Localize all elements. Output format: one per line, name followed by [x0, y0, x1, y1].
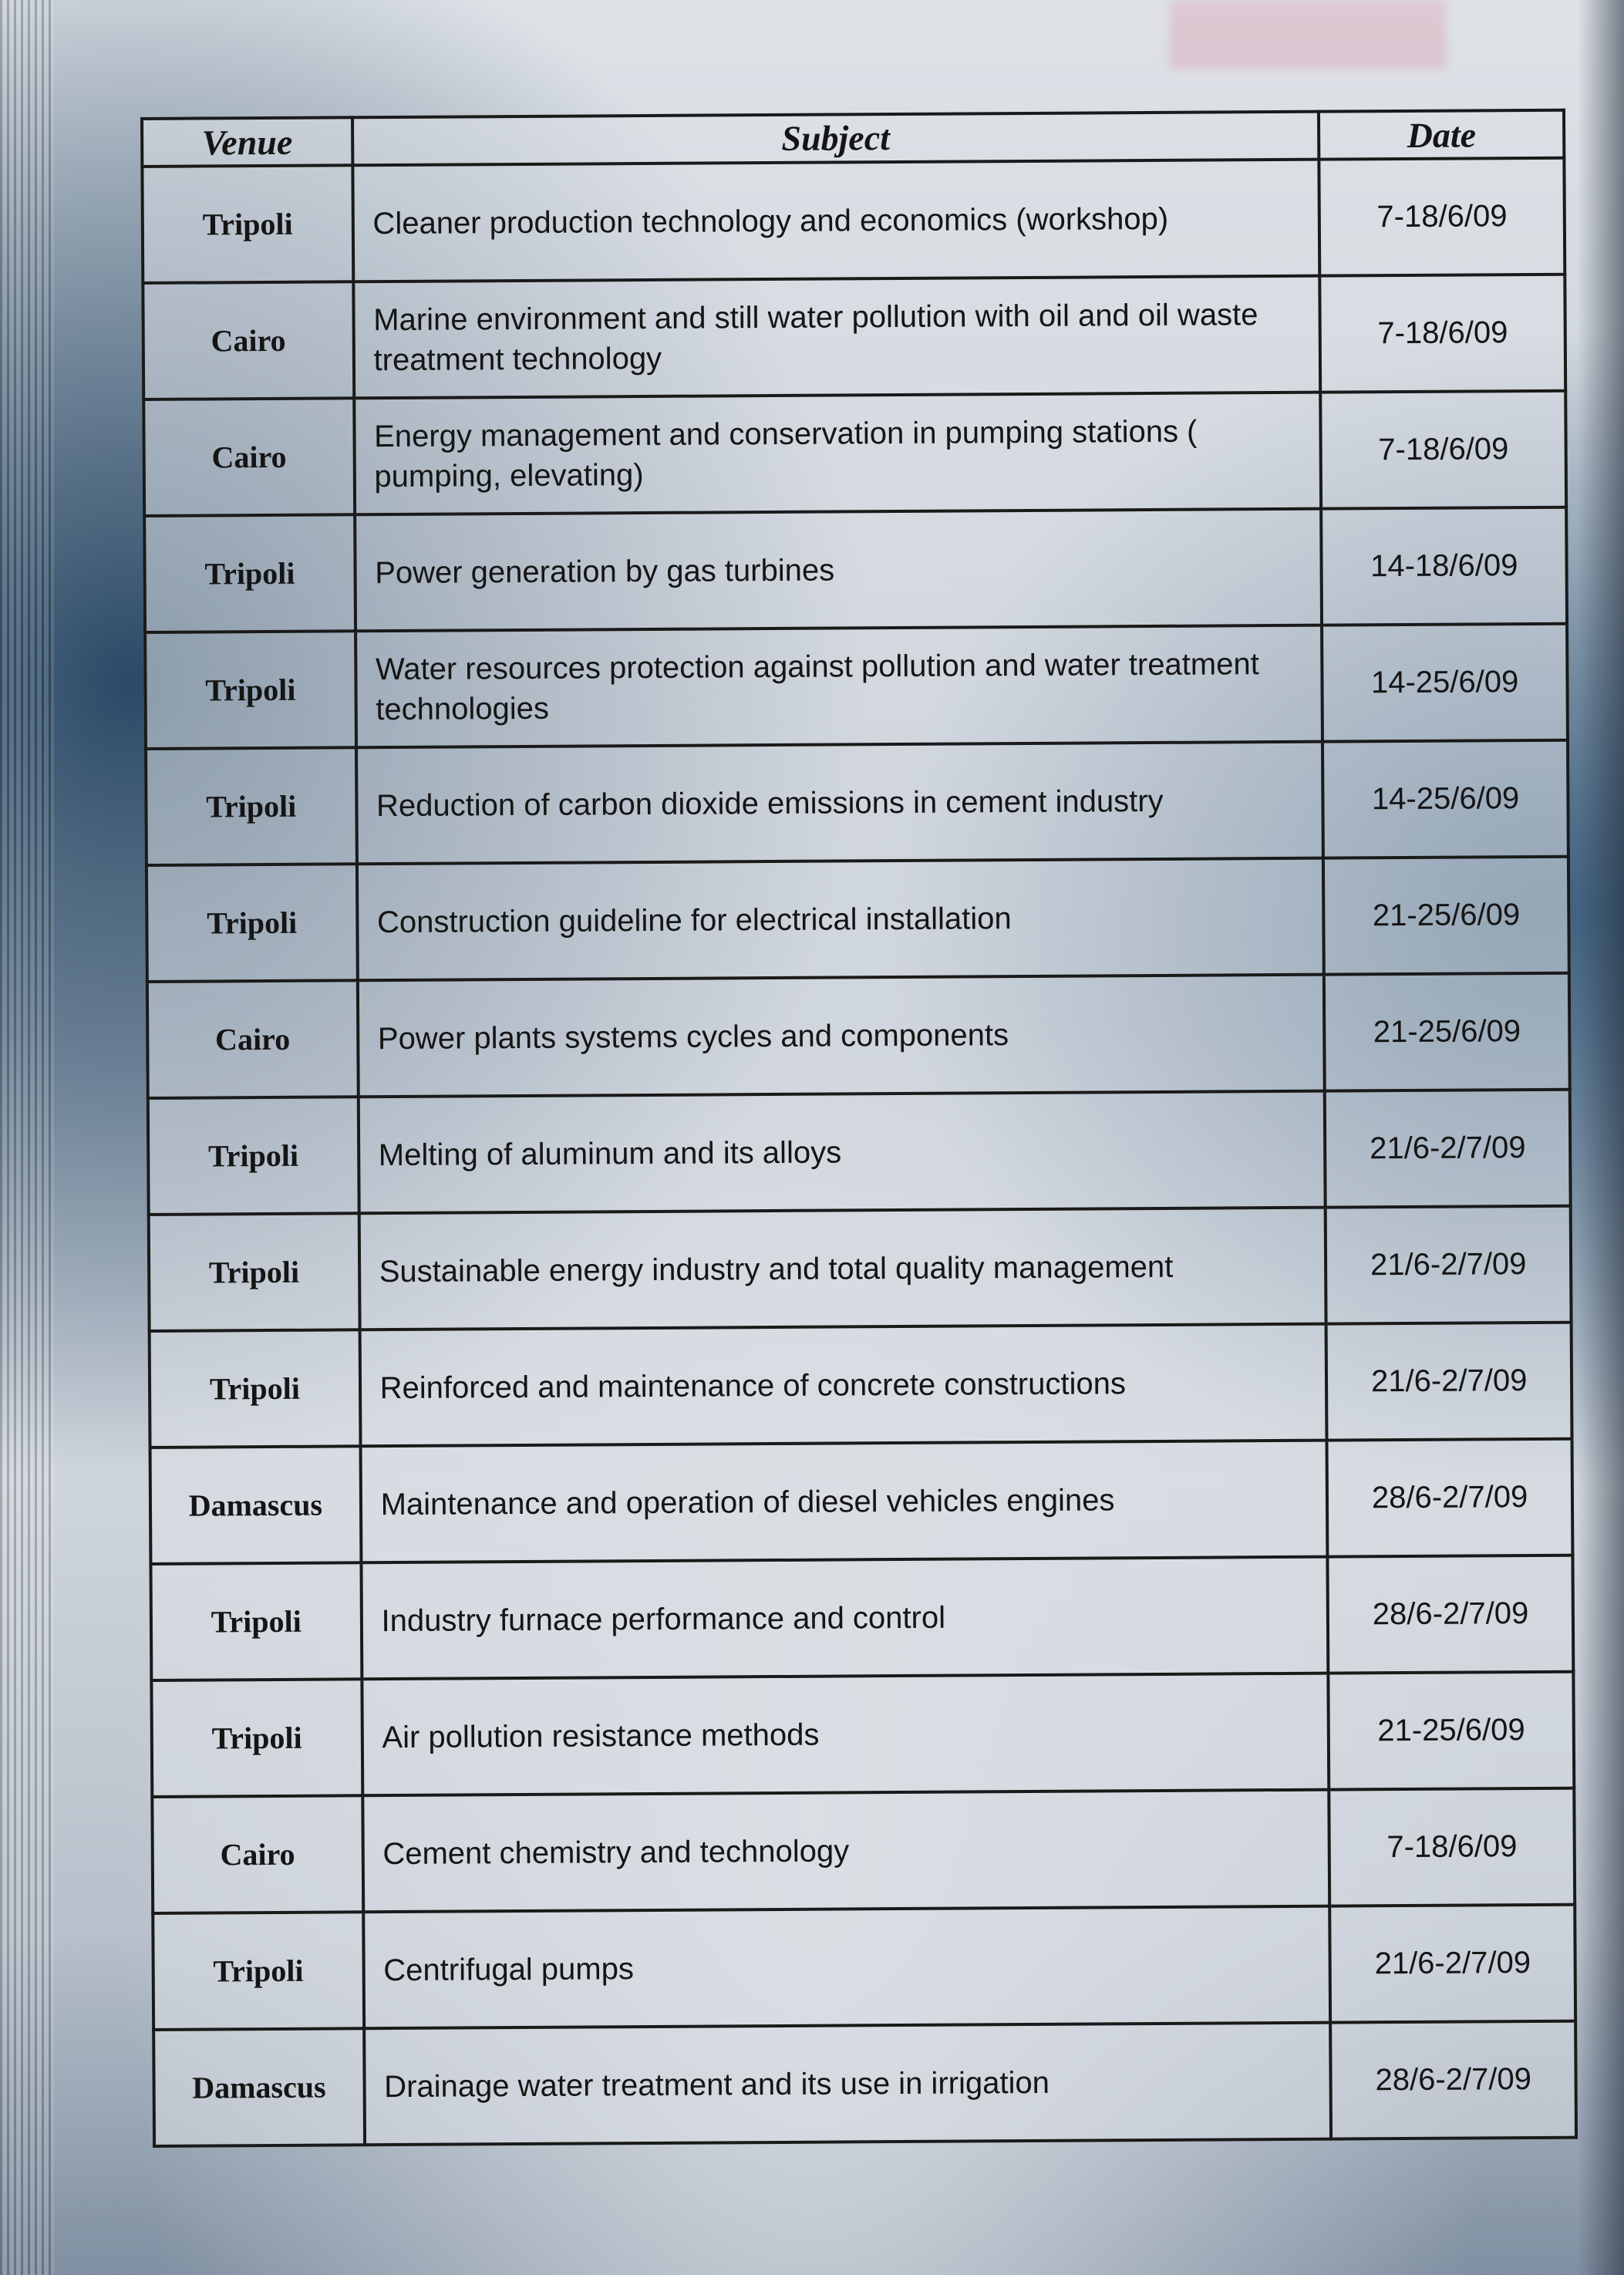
date-cell: 28/6-2/7/09 [1327, 1439, 1573, 1557]
subject-cell: Industry furnace performance and control [361, 1557, 1329, 1680]
date-cell: 14-25/6/09 [1322, 624, 1568, 742]
table-row [143, 391, 1566, 516]
subject-cell: Centrifugal pumps [363, 1906, 1331, 2029]
venue-cell: Cairo [143, 398, 355, 516]
table-body [142, 158, 1576, 2146]
venue-cell: Tripoli [148, 1097, 359, 1215]
venue-cell: Damascus [153, 2028, 365, 2146]
table-header [142, 110, 1564, 167]
table-row [150, 1323, 1572, 1448]
date-cell: 21-25/6/09 [1329, 1672, 1575, 1790]
table-row [149, 1206, 1572, 1331]
date-cell: 14-25/6/09 [1322, 740, 1568, 858]
subject-cell: Construction guideline for electrical installation [357, 858, 1325, 981]
subject-cell: Melting of aluminum and its alloys [358, 1091, 1326, 1214]
table-row [147, 857, 1569, 982]
venue-cell: Tripoli [144, 514, 355, 632]
date-cell: 7-18/6/09 [1320, 275, 1566, 393]
table-row [144, 507, 1567, 632]
subject-column-header: Subject [352, 112, 1319, 166]
table-row [143, 275, 1565, 399]
venue-cell: Tripoli [146, 747, 357, 865]
course-schedule-table [140, 109, 1578, 2148]
venue-cell: Tripoli [150, 1330, 361, 1448]
table-row [146, 740, 1568, 865]
subject-cell: Water resources protection against pollution and water treatment technologies [355, 625, 1323, 748]
table-row [152, 1788, 1575, 1913]
subject-cell: Cleaner production technology and economics (workshop) [352, 160, 1320, 282]
date-cell: 21-25/6/09 [1323, 857, 1569, 975]
table-row [150, 1555, 1573, 1680]
table-row [142, 158, 1565, 283]
header-row [142, 110, 1564, 167]
subject-cell: Drainage water treatment and its use in irrigation [364, 2023, 1332, 2145]
date-cell: 7-18/6/09 [1329, 1788, 1575, 1906]
table-row [147, 973, 1570, 1098]
date-cell: 14-18/6/09 [1321, 507, 1567, 625]
venue-cell: Damascus [150, 1446, 362, 1564]
subject-cell: Maintenance and operation of diesel vehicles engines [360, 1441, 1328, 1563]
venue-cell: Tripoli [142, 165, 353, 283]
venue-cell: Tripoli [151, 1679, 362, 1797]
page-edge-decoration [0, 0, 54, 2275]
venue-cell: Cairo [147, 980, 359, 1098]
venue-cell: Tripoli [145, 631, 356, 749]
date-cell: 21/6-2/7/09 [1326, 1323, 1572, 1441]
subject-cell: Reduction of carbon dioxide emissions in cement industry [356, 742, 1324, 865]
venue-column-header: Venue [142, 117, 352, 167]
subject-cell: Power plants systems cycles and components [357, 975, 1325, 1097]
date-column-header: Date [1319, 110, 1564, 160]
venue-cell: Tripoli [147, 864, 358, 982]
date-cell: 28/6-2/7/09 [1328, 1555, 1574, 1673]
subject-cell: Marine environment and still water pollution with oil and oil waste treatment technology [353, 276, 1321, 399]
subject-cell: Sustainable energy industry and total quality management [359, 1208, 1326, 1330]
date-cell: 21/6-2/7/09 [1330, 1905, 1576, 2023]
date-cell: 21/6-2/7/09 [1326, 1206, 1572, 1324]
venue-cell: Cairo [152, 1795, 363, 1913]
table-row [151, 1672, 1574, 1797]
date-cell: 7-18/6/09 [1319, 158, 1565, 276]
venue-cell: Tripoli [153, 1912, 364, 2030]
date-cell: 21-25/6/09 [1324, 973, 1570, 1091]
table-row [145, 624, 1568, 749]
subject-cell: Cement chemistry and technology [362, 1790, 1330, 1913]
corner-stamp-mark [1169, 0, 1447, 69]
venue-cell: Tripoli [149, 1213, 360, 1331]
subject-cell: Reinforced and maintenance of concrete constructions [359, 1324, 1327, 1447]
venue-cell: Cairo [143, 281, 354, 399]
table-row [150, 1439, 1573, 1564]
page-edge-shadow [1578, 0, 1624, 2275]
subject-cell: Air pollution resistance methods [362, 1673, 1329, 1796]
date-cell: 21/6-2/7/09 [1325, 1090, 1571, 1208]
date-cell: 28/6-2/7/09 [1330, 2021, 1576, 2139]
date-cell: 7-18/6/09 [1321, 391, 1567, 509]
table-row [153, 2021, 1576, 2146]
subject-cell: Energy management and conservation in pumping stations ( pumping, elevating) [354, 393, 1322, 515]
table-row [148, 1090, 1571, 1215]
table-row [153, 1905, 1575, 2030]
venue-cell: Tripoli [150, 1562, 362, 1680]
subject-cell: Power generation by gas turbines [355, 509, 1322, 632]
